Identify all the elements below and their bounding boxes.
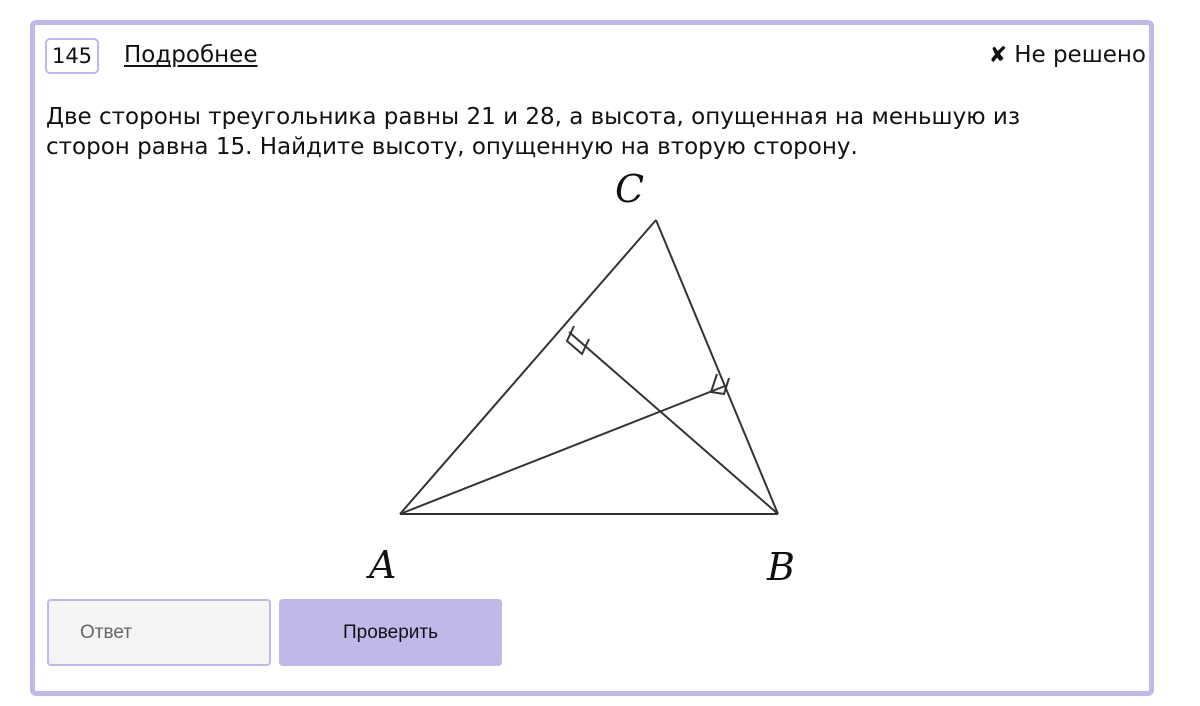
side-bc bbox=[656, 220, 778, 514]
task-card bbox=[30, 20, 1154, 696]
problem-text-line-1: Две стороны треугольника равны 21 и 28, а высота, опущенная на меньшую из bbox=[46, 104, 1021, 130]
vertex-label-c: C bbox=[615, 167, 645, 211]
vertex-label-a: A bbox=[369, 543, 397, 587]
cross-mark-icon: ✘ bbox=[988, 42, 1008, 68]
task-number-badge: 145 bbox=[45, 38, 99, 74]
answer-input[interactable] bbox=[47, 599, 271, 666]
height-from-b bbox=[569, 332, 778, 514]
details-link[interactable]: Подробнее bbox=[124, 42, 258, 68]
side-ac bbox=[400, 220, 656, 514]
vertex-label-b: B bbox=[767, 545, 795, 589]
triangle-figure bbox=[35, 25, 1149, 691]
height-from-a bbox=[400, 386, 725, 514]
check-button[interactable]: Проверить bbox=[279, 599, 502, 666]
problem-text-line-2: сторон равна 15. Найдите высоту, опущенную на вторую сторону. bbox=[46, 134, 858, 160]
status-label: Не решено bbox=[1014, 42, 1146, 68]
